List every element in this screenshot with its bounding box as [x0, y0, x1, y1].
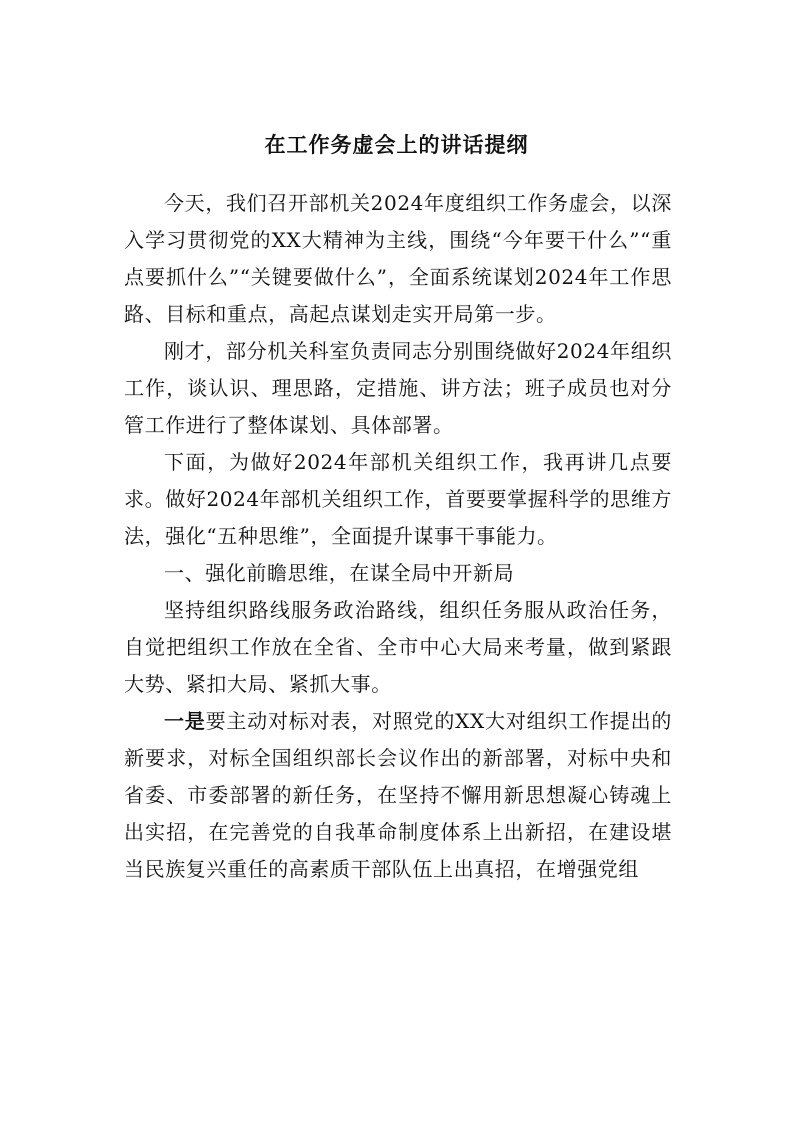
paragraph-section-one-intro: 坚持组织路线服务政治路线，组织任务服从政治任务，自觉把组织工作放在全省、全市中心大局来考量，做到紧跟大势、紧扣大局、紧抓大事。: [124, 598, 672, 696]
point-one-text: 要主动对标对表，对照党的XX大对组织工作提出的新要求，对标全国组织部长会议作出的新部署，对标中央和省委、市委部署的新任务，在坚持不懈用新思想凝心铸魂上出实招，在完善党的自我革命制度体系上出新招，在建设堪当民族复兴重任的高素质干部队伍上出真招，在增强党组: [124, 709, 672, 881]
document-body: [124, 185, 672, 888]
document-title: 在工作务虚会上的讲话提纲: [264, 132, 529, 157]
paragraph-opening: 今天，我们召开部机关2024年度组织工作务虚会，以深入学习贯彻党的XX大精神为主线，围绕“今年要干什么”“重点要抓什么”“关键要做什么”，全面系统谋划2024年工作思路、目标和重点，高起点谋划走实开局第一步。: [124, 191, 672, 326]
paragraph-point-one: [124, 703, 672, 888]
point-one-lead: 一是: [164, 709, 206, 733]
paragraph-requirements: 下面，为做好2024年部机关组织工作，我再讲几点要求。做好2024年部机关组织工作，首要要掌握科学的思维方法，强化“五种思维”，全面提升谋事干事能力。: [124, 450, 672, 548]
section-heading-one: 一、强化前瞻思维，在谋全局中开新局: [164, 561, 515, 585]
paragraph-review: 刚才，部分机关科室负责同志分别围绕做好2024年组织工作，谈认识、理思路，定措施、讲方法；班子成员也对分管工作进行了整体谋划、具体部署。: [124, 339, 672, 437]
